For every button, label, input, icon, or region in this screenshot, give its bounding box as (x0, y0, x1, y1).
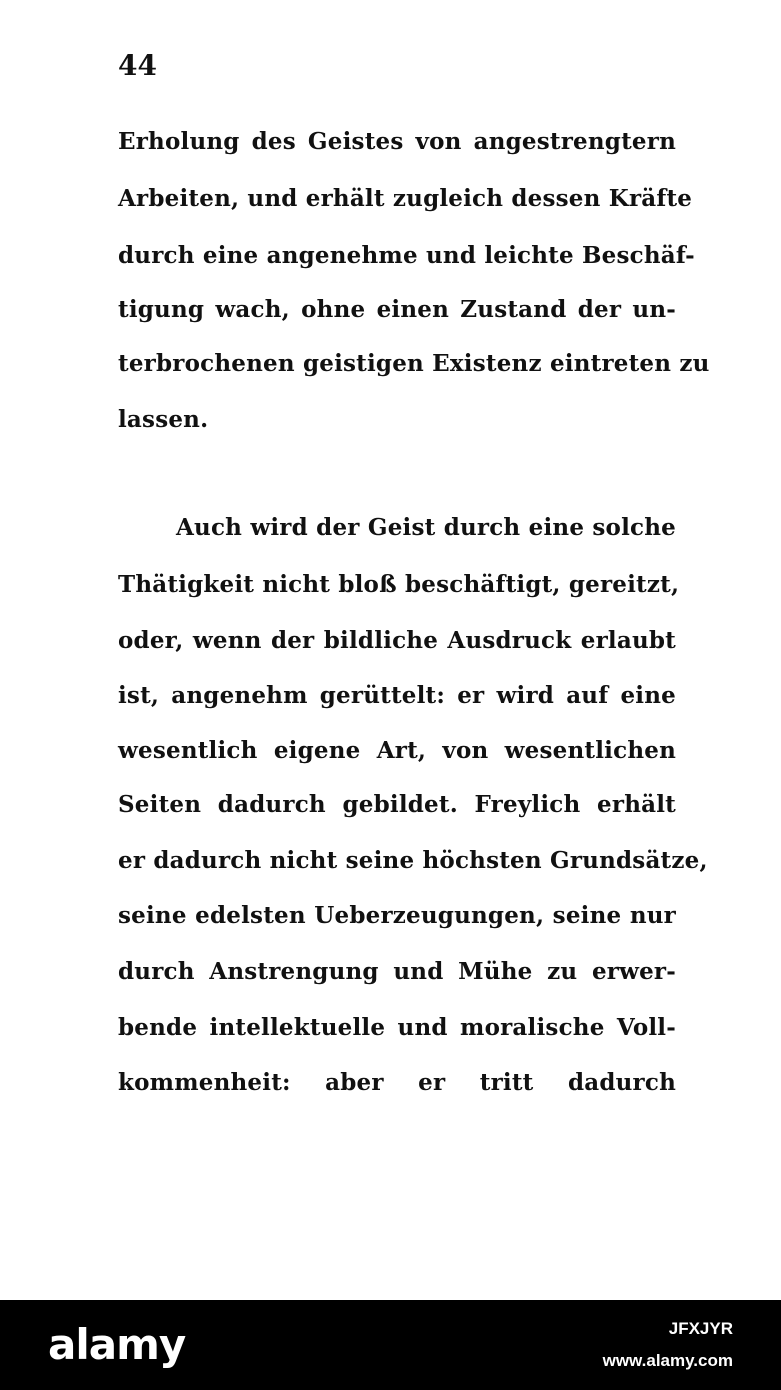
text-line: Seiten dadurch gebildet. Freylich erhält (118, 791, 676, 818)
text-line: wesentlich eigene Art, von wesentlichen (118, 737, 676, 764)
paragraph-first-line: Auch wird der Geist durch eine solche (176, 514, 676, 541)
text-line: terbrochenen geistigen Existenz eintreten zu (118, 350, 710, 377)
text-line: er dadurch nicht seine höchsten Grundsätze, (118, 847, 708, 874)
text-line: Arbeiten, und erhält zugleich dessen Kräfte (118, 185, 693, 212)
image-id: JFXJYR (668, 1319, 733, 1338)
text-line: lassen. (118, 406, 209, 433)
site-url: www.alamy.com (602, 1351, 733, 1370)
page-number: 44 (118, 49, 157, 82)
text-line: ist, angenehm gerüttelt: er wird auf eine (118, 682, 676, 709)
text-line: oder, wenn der bildliche Ausdruck erlaubt (118, 627, 676, 654)
watermark-banner (0, 1300, 781, 1390)
text-line: durch Anstrengung und Mühe zu erwer- (118, 958, 676, 985)
alamy-logo: alamy (48, 1320, 186, 1369)
text-line: tigung wach, ohne einen Zustand der un- (118, 296, 676, 323)
text-line: bende intellektuelle und moralische Voll- (118, 1014, 676, 1041)
text-line: Thätigkeit nicht bloß beschäftigt, gereitzt, (118, 571, 680, 598)
text-line: durch eine angenehme und leichte Beschäf- (118, 242, 695, 269)
text-line: kommenheit: aber er tritt dadurch (118, 1069, 676, 1096)
text-line: Erholung des Geistes von angestrengtern (118, 128, 676, 155)
text-line: seine edelsten Ueberzeugungen, seine nur (118, 902, 676, 929)
